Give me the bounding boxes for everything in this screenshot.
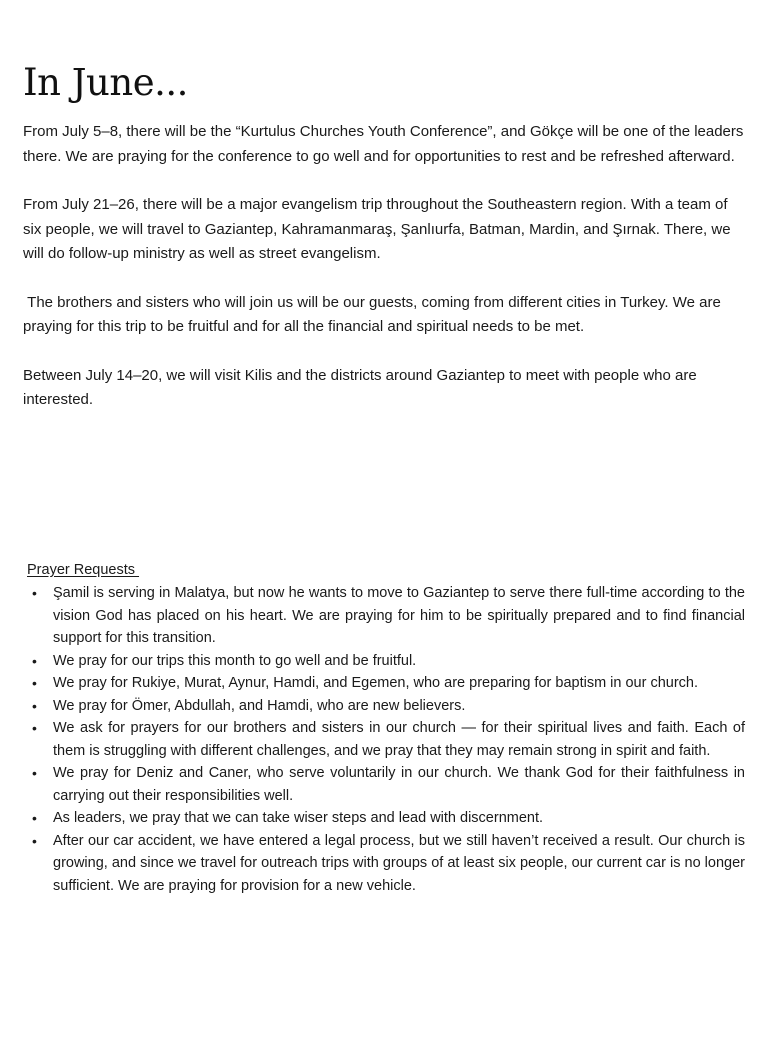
list-item <box>27 807 745 830</box>
prayer-requests-section <box>27 559 745 897</box>
list-item-text: We pray for Ömer, Abdullah, and Hamdi, who are new believers. <box>53 697 466 714</box>
prayer-requests-list <box>27 582 745 897</box>
list-item-text: As leaders, we pray that we can take wiser steps and lead with discernment. <box>53 810 544 826</box>
list-item <box>27 650 745 673</box>
list-item <box>27 830 745 898</box>
bullet-icon: • <box>32 810 37 826</box>
bullet-icon: • <box>32 585 37 601</box>
paragraph-evangelism-trip: From July 21–26, there will be a major evangelism trip throughout the Southeastern region. With a team of six people, we will travel to Gaziantep, Kahramanmaraş, Şanlıurfa, Batman, Mardin, and Şırnak. There, we will do follow-up ministry as well as street evangelism. <box>23 196 731 262</box>
bullet-icon: • <box>32 765 37 781</box>
list-item <box>27 672 745 695</box>
bullet-icon: • <box>32 652 37 669</box>
list-item-text: We pray for Deniz and Caner, who serve voluntarily in our church. We thank God for their faithfulness in carrying out their responsibilities well. <box>53 765 745 804</box>
paragraph-guests: The brothers and sisters who will join us will be our guests, coming from different cities in Turkey. We are praying for this trip to be fruitful and for all the financial and spiritual needs to be met. <box>23 293 725 335</box>
paragraph-kilis-visit: Between July 14–20, we will visit Kilis and the districts around Gaziantep to meet with people who are interested. <box>23 366 697 408</box>
bullet-icon: • <box>32 675 37 691</box>
list-item <box>27 762 745 807</box>
list-item <box>27 717 745 762</box>
bullet-icon: • <box>32 720 37 736</box>
list-item-text: Şamil is serving in Malatya, but now he wants to move to Gaziantep to serve there full-time according to the vision God has placed on his heart. We are praying for him to be spiritually prepared and to find financial support for this transition. <box>53 585 745 646</box>
list-item-text: After our car accident, we have entered a legal process, but we still haven’t received a result. Our church is growing, and since we travel for outreach trips with groups of at least six people, our current car is no longer sufficient. We are praying for provision for a new vehicle. <box>53 832 745 894</box>
paragraph-youth-conference: From July 5–8, there will be the “Kurtulus Churches Youth Conference”, and Gökçe will be one of the leaders there. We are praying for the conference to go well and for opportunities to rest and be refreshed afterward. <box>23 123 744 165</box>
bullet-icon: • <box>32 832 37 849</box>
list-item-text: We ask for prayers for our brothers and sisters in our church — for their spiritual lives and faith. Each of them is struggling with different challenges, and we pray that they may remain strong in spirit and faith. <box>53 720 745 759</box>
list-item <box>27 695 745 718</box>
list-item <box>27 582 745 650</box>
list-item-text: We pray for Rukiye, Murat, Aynur, Hamdi, and Egemen, who are preparing for baptism in our church. <box>53 675 699 691</box>
prayer-requests-heading: Prayer Requests <box>27 562 140 578</box>
intro-section <box>23 120 749 437</box>
page-title: In June... <box>23 61 188 104</box>
bullet-icon: • <box>32 697 37 714</box>
list-item-text: We pray for our trips this month to go well and be fruitful. <box>53 652 417 669</box>
